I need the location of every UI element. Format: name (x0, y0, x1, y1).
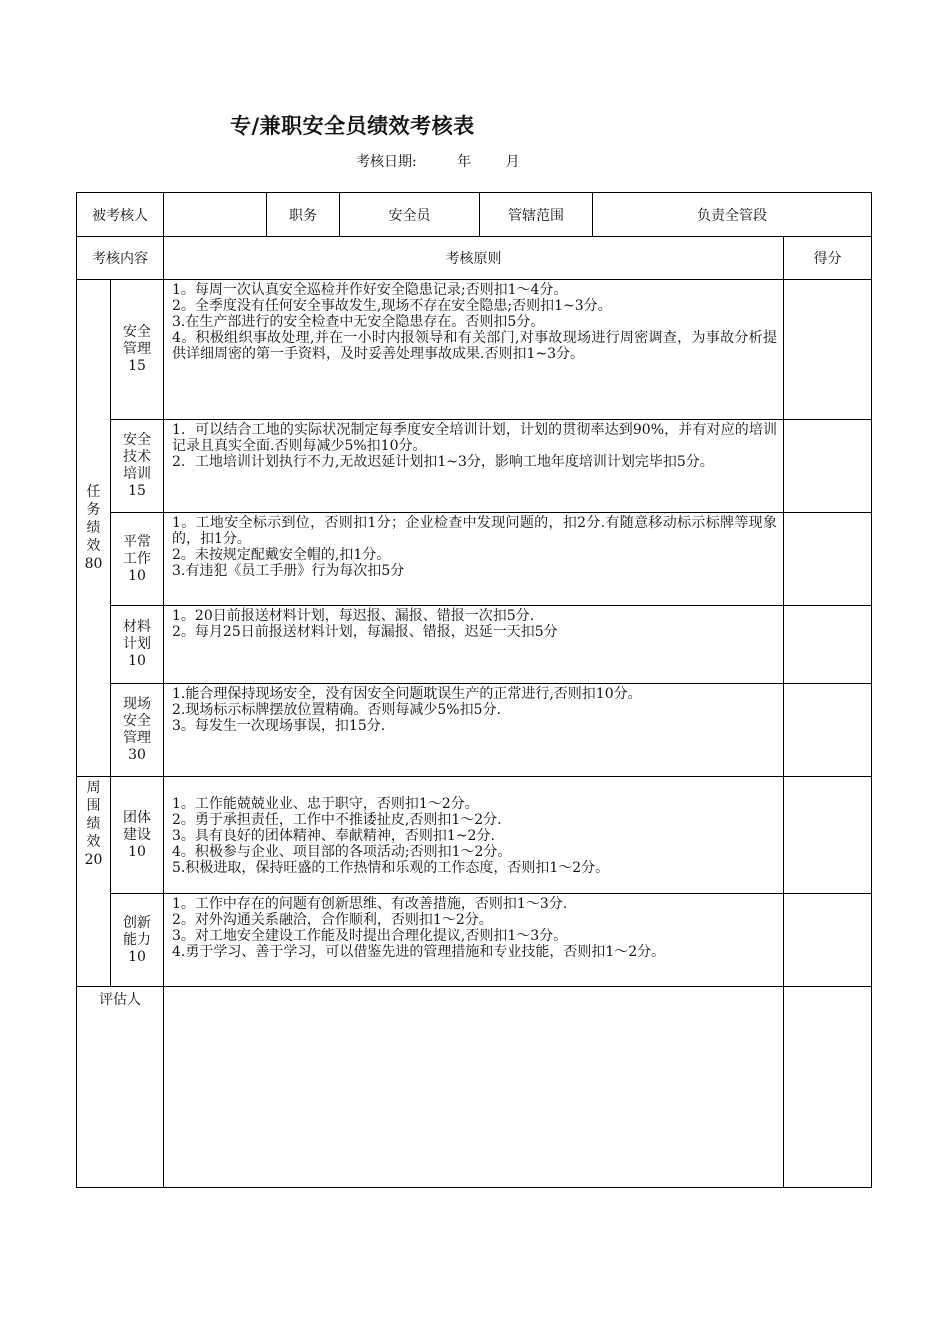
category-task-performance: 任务绩效80 (77, 280, 111, 777)
item-name: 团体建设10 (111, 777, 164, 894)
item-name: 现场安全管理30 (111, 684, 164, 777)
item-rules: 1.能合理保持现场安全，没有因安全问题耽误生产的正常进行,否则扣10分。 2.现场标示标牌摆放位置精确。否则每减少5%扣5分. 3。每发生一次现场事误，扣15分. (164, 684, 784, 777)
score-cell[interactable] (784, 606, 872, 684)
score-cell[interactable] (784, 777, 872, 894)
assessment-date (356, 151, 520, 171)
date-label: 考核日期: (356, 154, 417, 170)
score-cell[interactable] (784, 684, 872, 777)
score-label: 得分 (784, 237, 872, 280)
position-label: 职务 (267, 193, 340, 237)
score-cell[interactable] (784, 420, 872, 513)
examinee-value[interactable] (164, 193, 267, 237)
assessment-table (76, 192, 872, 1188)
item-name: 安全管理15 (111, 280, 164, 420)
header-row-info (77, 193, 872, 237)
date-month: 月 (505, 154, 520, 170)
table-row (77, 420, 872, 513)
evaluator-row (77, 987, 872, 1188)
item-name: 创新能力10 (111, 894, 164, 987)
item-name: 平常工作10 (111, 513, 164, 606)
score-cell[interactable] (784, 894, 872, 987)
scope-label: 管辖范围 (480, 193, 593, 237)
score-cell[interactable] (784, 513, 872, 606)
item-rules: 1。每周一次认真安全巡检并作好安全隐患记录;否则扣1～4分。 2。全季度没有任何安全事故发生,现场不存在安全隐患;否则扣1~3分。 3.在生产部进行的安全检查中无安全隐患存在。否则扣5分。 4。积极组织事故处理,并在一小时内报领导和有关部门,对事故现场进行周密调查，为事故分析提供详细周密的第一手资料，及时妥善处理事故成果.否则扣1~3分。 (164, 280, 784, 420)
position-value: 安全员 (340, 193, 480, 237)
item-rules: 1。工作中存在的问题有创新思维、有改善措施，否则扣1～3分. 2。对外沟通关系融洽，合作顺利，否则扣1～2分。 3。对工地安全建设工作能及时提出合理化提议,否则扣1～3分。 4.勇于学习、善于学习，可以借鉴先进的管理措施和专业技能，否则扣1～2分。 (164, 894, 784, 987)
principle-label: 考核原则 (164, 237, 784, 280)
table-row (77, 777, 872, 894)
score-cell[interactable] (784, 280, 872, 420)
examinee-label: 被考核人 (77, 193, 164, 237)
scope-value: 负责全管段 (593, 193, 872, 237)
item-rules: 1。工作能兢兢业业、忠于职守，否则扣1～2分。 2。勇于承担责任，工作中不推诿扯皮,否则扣1～2分. 3。具有良好的团体精神、奉献精神，否则扣1~2分. 4。积极参与企业、项目部的各项活动;否则扣1～2分。 5.积极进取，保持旺盛的工作热情和乐观的工作态度，否则扣1～2分。 (164, 777, 784, 894)
page-title: 专/兼职安全员绩效考核表 (230, 114, 475, 138)
item-name: 安全技术培训15 (111, 420, 164, 513)
date-year: 年 (457, 154, 472, 170)
table-row (77, 684, 872, 777)
evaluator-cell[interactable] (164, 987, 784, 1188)
item-rules: 1。工地安全标示到位，否则扣1分；企业检查中发现问题的，扣2分.有随意移动标示标牌等现象的，扣1分。 2。未按规定配戴安全帽的,扣1分。 3.有违犯《员工手册》行为每次扣5分 (164, 513, 784, 606)
item-rules: 1．可以结合工地的实际状况制定每季度安全培训计划，计划的贯彻率达到90%，并有对应的培训记录且真实全面.否则每减少5%扣10分。 2．工地培训计划执行不力,无故迟延计划扣1~3分，影响工地年度培训计划完毕扣5分。 (164, 420, 784, 513)
table-row (77, 513, 872, 606)
evaluator-label: 评估人 (77, 987, 164, 1188)
header-row-columns (77, 237, 872, 280)
item-name: 材料计划10 (111, 606, 164, 684)
table-row (77, 606, 872, 684)
evaluator-score-cell[interactable] (784, 987, 872, 1188)
item-rules: 1。20日前报送材料计划，每迟报、漏报、错报一次扣5分. 2。每月25日前报送材料计划，每漏报、错报，迟延一天扣5分 (164, 606, 784, 684)
content-label: 考核内容 (77, 237, 164, 280)
category-peripheral-performance: 周围绩效20 (77, 777, 111, 987)
table-row (77, 280, 872, 420)
table-row (77, 894, 872, 987)
